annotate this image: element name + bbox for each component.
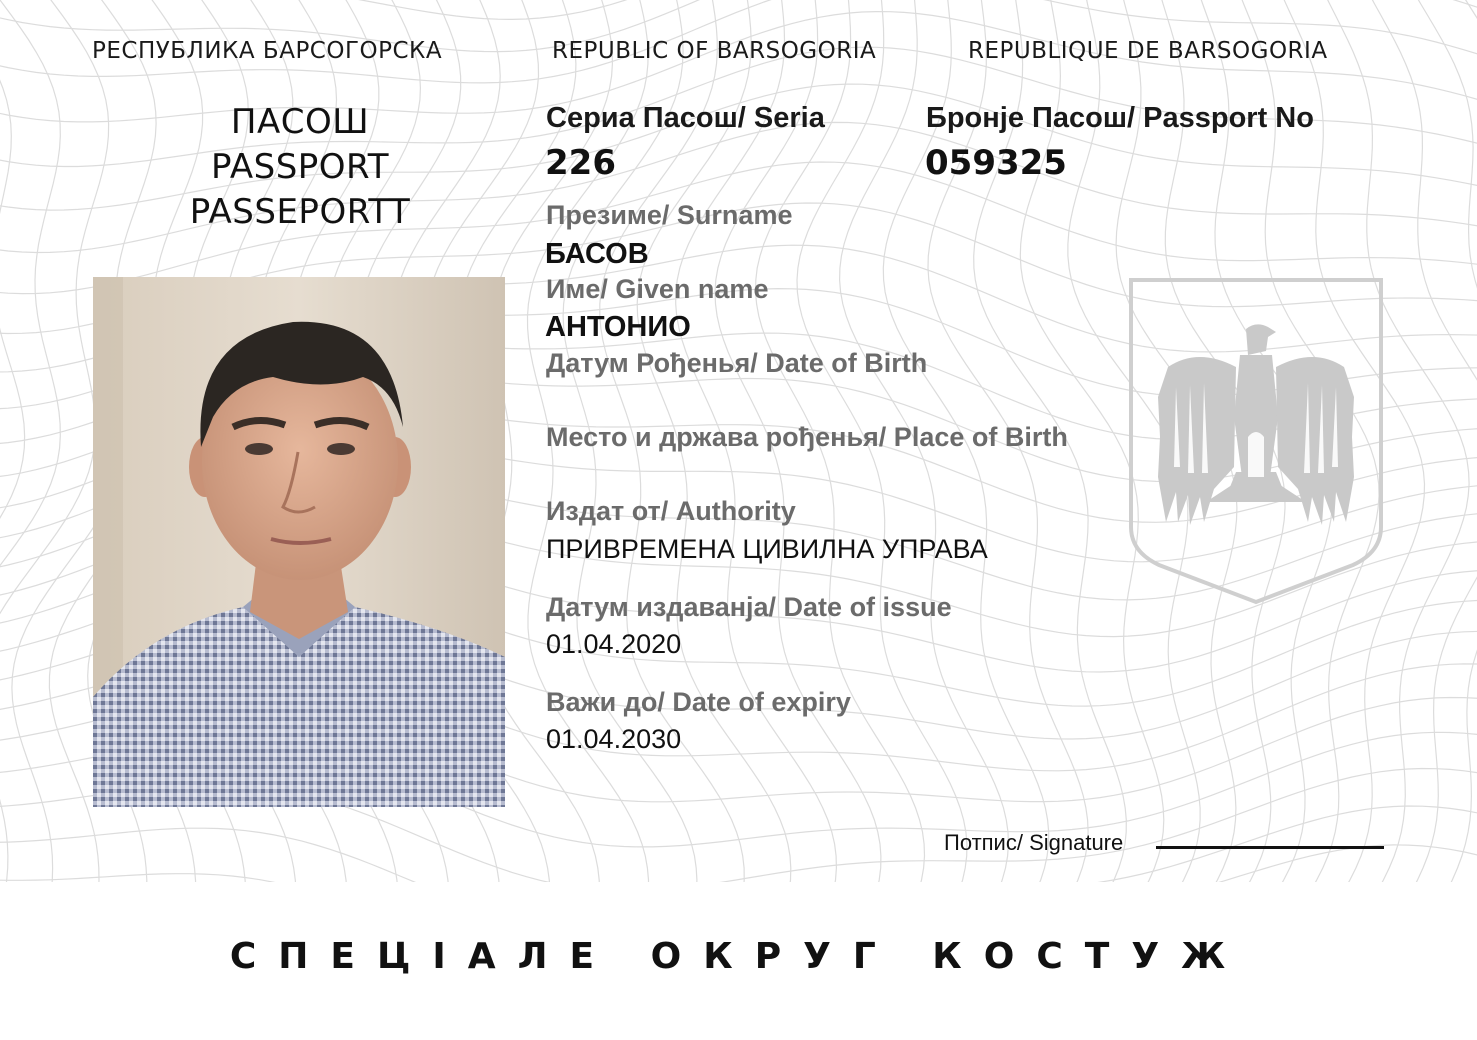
date-of-issue-value: 01.04.2020 bbox=[546, 629, 682, 659]
date-of-expiry-label: Важи до/ Date of expiry bbox=[546, 687, 851, 717]
header-country-en: REPUBLIC OF BARSOGORIA bbox=[552, 38, 877, 64]
document-title bbox=[130, 100, 470, 235]
header-country-ru: РЕСПУБЛИКА БАРСОГОРСКА bbox=[92, 38, 443, 64]
series-value: 226 bbox=[545, 143, 616, 183]
place-of-birth-label: Место и држава рођенья/ Place of Birth bbox=[546, 422, 1068, 452]
authority-value: ПРИВРЕМЕНА ЦИВИЛНА УПРАВА bbox=[546, 534, 988, 564]
footer-district: СПЕЦІАЛЕ ОКРУГ КОСТУЖ bbox=[229, 936, 1248, 977]
signature-label: Потпис/ Signature bbox=[944, 830, 1124, 855]
eagle-shield-emblem-icon bbox=[1128, 277, 1384, 607]
passport-no-value: 059325 bbox=[925, 143, 1067, 183]
authority-label: Издат от/ Authority bbox=[546, 496, 796, 526]
series-label: Сериа Пасош/ Seria bbox=[546, 102, 825, 134]
guilloche-line bbox=[0, 0, 60, 882]
date-of-birth-label: Датум Рођенья/ Date of Birth bbox=[546, 348, 928, 378]
guilloche-line bbox=[0, 845, 1477, 882]
guilloche-line bbox=[0, 0, 1477, 19]
header-country-fr: REPUBLIQUE DE BARSOGORIA bbox=[968, 38, 1328, 64]
guilloche-line bbox=[1454, 0, 1477, 882]
date-of-expiry-value: 01.04.2030 bbox=[546, 724, 682, 754]
given-name-value: АНТОНИО bbox=[545, 311, 691, 343]
given-name-label: Име/ Given name bbox=[546, 274, 769, 304]
surname-value: БАСОВ bbox=[545, 238, 649, 270]
date-of-issue-label: Датум издаванја/ Date of issue bbox=[546, 592, 952, 622]
passport-no-label: Бронје Пасош/ Passport No bbox=[926, 102, 1314, 134]
guilloche-line bbox=[1407, 0, 1477, 882]
document-title-line-1: ПАСОШ bbox=[230, 102, 370, 142]
document-title-line-2: PASSPORT bbox=[211, 147, 389, 187]
portrait-photo-icon bbox=[93, 277, 505, 807]
surname-label: Презиме/ Surname bbox=[546, 200, 793, 230]
holder-photo bbox=[93, 277, 505, 807]
document-title-line-3: PASSEPORTT bbox=[189, 192, 411, 232]
signature-line bbox=[1156, 846, 1384, 849]
